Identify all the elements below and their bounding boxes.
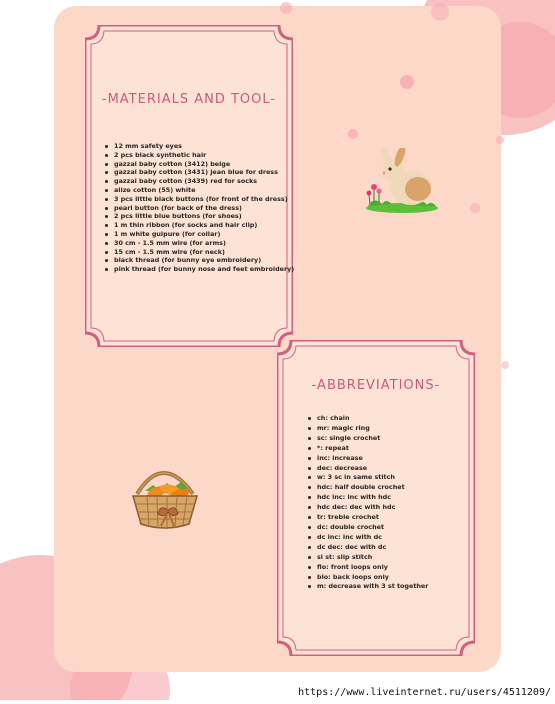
list-item: 15 cm - 1.5 mm wire (for neck) (104, 248, 294, 257)
list-item: gazzal baby cotton (3412) beige (104, 160, 294, 169)
list-item: dc: double crochet (307, 523, 428, 533)
list-item: 2 pcs little blue buttons (for shoes) (104, 212, 294, 221)
abbreviations-list (307, 414, 428, 592)
list-item: sc: single crochet (307, 434, 428, 444)
list-item: tr: treble crochet (307, 513, 428, 523)
abbreviations-title: -ABBREVIATIONS- (311, 378, 441, 393)
list-item: 1 m thin ribbon (for socks and hair clip) (104, 221, 294, 230)
list-item: hdc: half double crochet (307, 483, 428, 493)
abbreviations-panel (277, 340, 475, 656)
list-item: 2 pcs black synthetic hair (104, 151, 294, 160)
list-item: ch: chain (307, 414, 428, 424)
basket-icon (127, 458, 203, 534)
list-item: m: decrease with 3 st together (307, 582, 428, 592)
list-item: blo: back loops only (307, 573, 428, 583)
list-item: mr: magic ring (307, 424, 428, 434)
list-item: dc dec: dec with dc (307, 543, 428, 553)
list-item: gazzal baby cotton (3431) jean blue for dress (104, 168, 294, 177)
list-item: 1 m white guipure (for collar) (104, 230, 294, 239)
list-item: 12 mm safety eyes (104, 142, 294, 151)
materials-title: -MATERIALS AND TOOL- (101, 92, 277, 107)
bunny-icon (360, 148, 442, 214)
list-item: pearl button (for back of the dress) (104, 204, 294, 213)
list-item: pink thread (for bunny nose and feet embroidery) (104, 265, 294, 274)
list-item: 30 cm - 1.5 mm wire (for arms) (104, 239, 294, 248)
materials-list (104, 142, 294, 274)
list-item: dc inc: inc with dc (307, 533, 428, 543)
list-item: alize cotton (55) white (104, 186, 294, 195)
list-item: w: 3 sc in same stitch (307, 473, 428, 483)
list-item: dec: decrease (307, 464, 428, 474)
list-item: flo: front loops only (307, 563, 428, 573)
list-item: sl st: slip stitch (307, 553, 428, 563)
list-item: 3 pcs little black buttons (for front of the dress) (104, 195, 294, 204)
list-item: hdc dec: dec with hdc (307, 503, 428, 513)
footer-url[interactable]: https://www.liveinternet.ru/users/4511209/ (298, 687, 551, 698)
list-item: gazzal baby cotton (3439) red for socks (104, 177, 294, 186)
list-item: inc: increase (307, 454, 428, 464)
list-item: *: repeat (307, 444, 428, 454)
list-item: black thread (for bunny eye embroidery) (104, 256, 294, 265)
materials-panel (85, 25, 293, 347)
list-item: hdc inc: inc with hdc (307, 493, 428, 503)
